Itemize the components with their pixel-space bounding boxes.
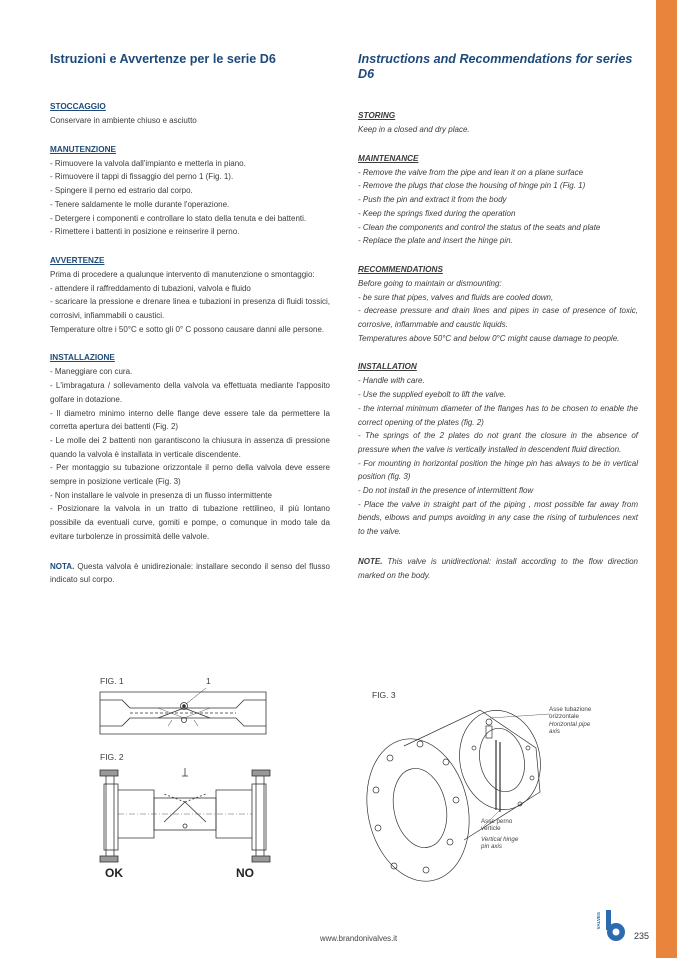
- english-column: [358, 52, 638, 582]
- fig2-flange-drawing: [96, 764, 274, 864]
- english-title: Instructions and Recommendations for series D6: [358, 52, 633, 81]
- maintenance-line: - Rimuovere il tappi di fissaggio del perno 1 (Fig. 1).: [50, 172, 234, 182]
- maintenance-line: - Keep the springs fixed during the operation: [358, 208, 516, 218]
- fig1-label: FIG. 1: [100, 676, 124, 686]
- fig3-isometric-drawing: [360, 700, 570, 892]
- english-maintenance-heading: MAINTENANCE: [358, 153, 419, 163]
- english-note: [358, 555, 638, 582]
- italian-note-text: Questa valvola è unidirezionale: installare secondo il senso del flusso indicato sul corpo.: [50, 561, 330, 585]
- fig2-label: FIG. 2: [100, 752, 124, 762]
- maintenance-line: - Clean the components and control the status of the seats and plate: [358, 222, 601, 232]
- italian-warnings-section: [50, 255, 330, 337]
- italian-maintenance-heading: MANUTENZIONE: [50, 144, 116, 154]
- english-recommendations-section: [358, 264, 638, 346]
- fig3-label: FIG. 3: [372, 690, 396, 700]
- installation-line: - L'imbragatura / sollevamento della valvola va effettuata mediante l'apposito golfare in dotazione.: [50, 381, 330, 404]
- italian-warnings-heading: AVVERTENZE: [50, 255, 105, 265]
- maintenance-line: - Detergere i componenti e controllare lo stato della tenuta e dei battenti.: [50, 213, 307, 223]
- english-storage-heading: STORING: [358, 111, 396, 120]
- italian-title: Istruzioni e Avvertenze per le serie D6: [50, 52, 276, 66]
- installation-line: - Do not install in the presence of intermittent flow: [358, 486, 534, 496]
- english-note-text: This valve is unidirectional: install according to the flow direction marked on the body.: [358, 556, 638, 580]
- fig1-valve-drawing: [98, 686, 268, 740]
- warning-line: - attendere il raffreddamento di tubazioni, valvola e fluido: [50, 283, 251, 293]
- footer-website-url: www.brandonivalves.it: [320, 934, 398, 943]
- italian-storage-heading: STOCCAGGIO: [50, 102, 106, 111]
- callout-pipe-en-line2: axis: [549, 728, 561, 736]
- callout-pipe-en-line1: Horizontal pipe: [549, 720, 591, 728]
- installation-line: - Il diametro minimo interno delle flange deve essere tale da permettere la corretta apertura dei battenti (Fig. 2): [50, 408, 330, 432]
- orange-side-bar: [656, 0, 677, 958]
- callout-pipe-it-line2: orizzontale: [549, 713, 579, 721]
- installation-line: - Place the valve in straight part of the piping , most possible far away from bends, elbows and pumps avoiding in any case the rising of turbulences next to the valve.: [358, 499, 638, 537]
- installation-line: - Posizionare la valvola in un tratto di tubazione rettilineo, il più lontano possibile da eventuali curve, gomiti e pompe, o comunque in modo tale da evitare turbolenze in prossimità delle valvole.: [50, 504, 330, 541]
- page-number: 235: [634, 931, 650, 941]
- callout-vertical-pin-axis: [481, 818, 518, 851]
- italian-maintenance-section: [50, 144, 330, 239]
- warning-line: Temperature oltre i 50°C e sotto gli 0° C possono causare danni alle persone.: [50, 324, 325, 334]
- english-installation-heading: INSTALLATION: [358, 362, 417, 372]
- installation-line: - Use the supplied eyebolt to lift the valve.: [358, 390, 507, 400]
- italian-column: [50, 52, 330, 587]
- english-storage-text: Keep in a closed and dry place.: [358, 125, 470, 134]
- installation-line: - Handle with care.: [358, 376, 425, 386]
- callout-pin-it-line1: Asse perno: [481, 818, 513, 825]
- italian-storage-text: Conservare in ambiente chiuso e asciutto: [50, 116, 197, 125]
- installation-line: - Le molle dei 2 battenti non garantiscono la chiusura in assenza di pressione quando la valvola è installata in verticale discendente.: [50, 435, 330, 459]
- italian-installation-section: [50, 352, 330, 543]
- callout-horizontal-pipe-axis: [549, 706, 591, 736]
- installation-line: - Non installare le valvole in presenza di un flusso intermittente: [50, 490, 272, 500]
- callout-pin-en-line2: pin axis: [481, 843, 502, 851]
- installation-line: - The springs of the 2 plates do not grant the closure in the absence of pressure when the valve is vertically installed in descendent fluid direction.: [358, 431, 638, 454]
- italian-note-label: NOTA.: [50, 561, 75, 571]
- italian-installation-heading: INSTALLAZIONE: [50, 353, 115, 363]
- maintenance-line: - Rimettere i battenti in posizione e reinserire il perno.: [50, 227, 240, 237]
- fig1-callout-number: 1: [206, 676, 211, 686]
- installation-line: - Per montaggio su tubazione orizzontale il perno della valvola deve essere sempre in posizione verticale (Fig. 3): [50, 463, 330, 487]
- english-installation-section: [358, 361, 638, 538]
- recommendation-line: - decrease pressure and drain lines and pipes in case of presence of toxic, corrosive, inflammable and caustic liquids.: [358, 306, 638, 330]
- english-maintenance-section: [358, 153, 638, 248]
- maintenance-line: - Remove the plugs that close the housing of hinge pin 1 (Fig. 1): [358, 181, 586, 191]
- maintenance-line: - Tenere saldamente le molle durante l'operazione.: [50, 199, 230, 209]
- english-storage-section: [358, 110, 638, 137]
- italian-storage-section: [50, 101, 330, 128]
- maintenance-line: - Push the pin and extract it from the body: [358, 195, 507, 205]
- english-recommendations-heading: RECOMMENDATIONS: [358, 264, 443, 274]
- recommendation-line: Temperatures above 50°C and below 0°C might cause damage to people.: [358, 333, 620, 343]
- brandoni-logo-icon: [598, 908, 628, 942]
- recommendation-line: Before going to maintain or dismounting:: [358, 278, 502, 288]
- warning-line: Prima di procedere a qualunque intervento di manutenzione o smontaggio:: [50, 269, 315, 279]
- installation-line: - Maneggiare con cura.: [50, 367, 133, 377]
- maintenance-line: - Remove the valve from the pipe and lean it on a plane surface: [358, 167, 584, 177]
- fig2-ok-label: OK: [105, 866, 123, 880]
- installation-line: - the internal minimum diameter of the flanges has to be chosen to enable the correct opening of the plates (fig. 2): [358, 403, 638, 427]
- warning-line: - scaricare la pressione e drenare linea e tubazioni in presenza di fluidi tossici, corrosivi, infiammabili o caustici.: [50, 297, 330, 321]
- maintenance-line: - Rimuovere la valvola dall'impianto e metterla in piano.: [50, 158, 246, 168]
- logo-valves-text: VALVES: [596, 912, 601, 930]
- callout-pipe-it-line1: Asse tubazione: [549, 706, 592, 713]
- callout-pin-it-line2: verticle: [481, 825, 501, 833]
- maintenance-line: - Spingere il perno ed estrario dal corpo.: [50, 186, 193, 196]
- maintenance-line: - Replace the plate and insert the hinge pin.: [358, 236, 513, 246]
- installation-line: - For mounting in horizontal position the hinge pin has always to be in vertical position (fig. 3): [358, 458, 638, 482]
- fig2-no-label: NO: [236, 866, 254, 880]
- english-note-label: NOTE.: [358, 556, 383, 566]
- brandoni-logo: [598, 908, 628, 947]
- italian-note: [50, 560, 330, 587]
- recommendation-line: - be sure that pipes, valves and fluids are cooled down,: [358, 292, 554, 302]
- callout-pin-en-line1: Vertical hinge: [481, 835, 519, 843]
